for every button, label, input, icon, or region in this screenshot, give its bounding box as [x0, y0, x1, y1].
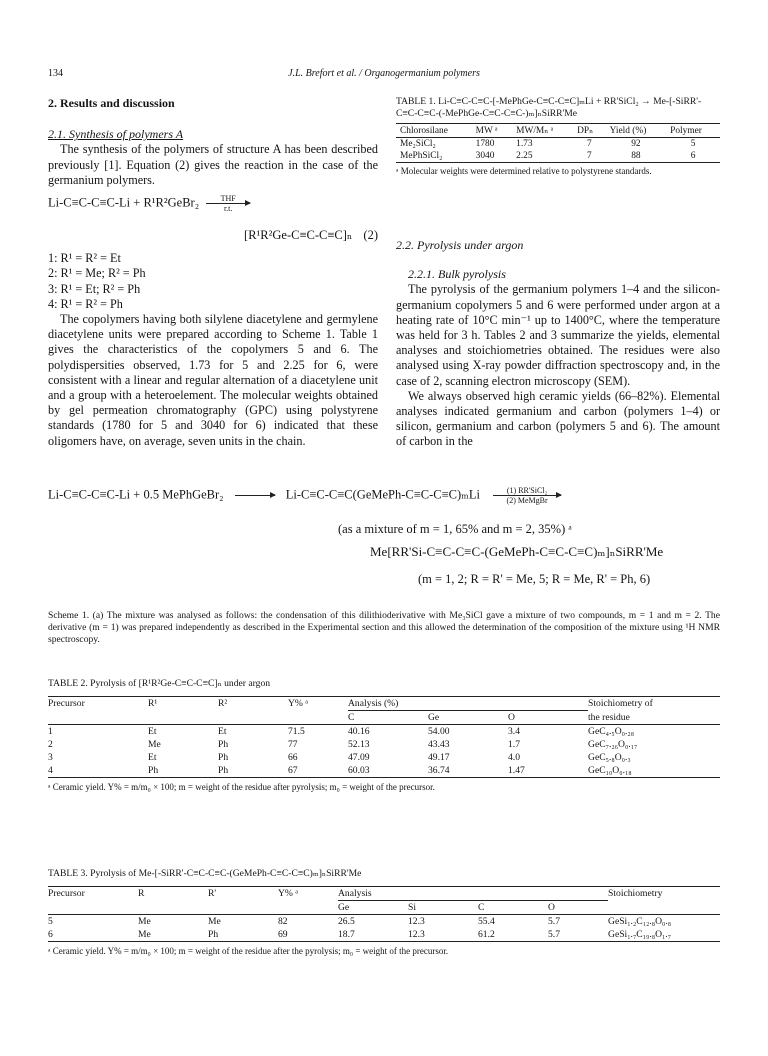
- column-header: R¹: [148, 698, 158, 710]
- paragraph: The synthesis of the polymers of structure A has been described previously [1]. Equation (2) gives the reaction in the case of the germanium polymers.: [48, 142, 378, 187]
- table-cell: 92: [631, 139, 641, 149]
- table-cell: 88: [631, 151, 641, 161]
- table-cell: 66: [288, 752, 298, 763]
- reaction-arrow-2: [493, 486, 561, 505]
- arrow-condition-top: THF: [220, 194, 236, 204]
- table-cell: 2: [48, 739, 53, 750]
- scheme-lhs: Li-C≡C-C≡C-Li + 0.5 MePhGeBr₂: [48, 487, 224, 502]
- table-cell: Et: [148, 726, 157, 737]
- column-header: C: [348, 712, 355, 723]
- subsection-title: 2.2. Pyrolysis under argon: [396, 238, 524, 252]
- table-cell: 54.00: [428, 726, 450, 737]
- table-cell: GeC₅.₈O₀.₃: [588, 752, 631, 763]
- table-cell: 36.74: [428, 765, 450, 776]
- table-cell: 61.2: [478, 929, 495, 940]
- table-cell: GeSi₁.₇C₁₉.₈O₁.₇: [608, 929, 672, 940]
- table-cell: Me: [208, 916, 221, 927]
- scheme-caption: Scheme 1. (a) The mixture was analysed as follows: the condensation of this dilithioderivative with Me₃SiCl gave a mixture of two compounds, m = 1 and m = 2. The derivative (m = 1) was prepared independently as described in the Experimental section and this allowed the determination of the composition of the mixture using ¹H NMR spectroscopy.: [48, 610, 720, 645]
- column-header: Ge: [428, 712, 440, 723]
- table-3: [48, 868, 720, 957]
- table-cell: Me: [148, 739, 161, 750]
- arrow-condition-bottom: (2) MeMgBr: [506, 496, 548, 505]
- scheme-product: Me[RR'Si-C≡C-C≡C-(GeMePh-C≡C-C≡C)ₘ]ₙSiRR'Me: [370, 544, 664, 559]
- reaction-arrow: [235, 495, 275, 496]
- column-header: Si: [408, 902, 417, 913]
- scheme-product-conditions: (m = 1, 2; R = R' = Me, 5; R = Me, R' = Ph, 6): [418, 572, 651, 586]
- table-cell: Me: [138, 916, 151, 927]
- column-header: C: [478, 902, 485, 913]
- column-header: Yield (%): [609, 125, 647, 136]
- column-header: O: [508, 712, 515, 723]
- table-cell: 71.5: [288, 726, 305, 737]
- compound-legend: [48, 251, 378, 312]
- table-cell: GeC₇.₂₆O₀.₁₇: [588, 739, 638, 750]
- table-cell: 4.0: [508, 752, 520, 763]
- equation-product: [R¹R²Ge-C≡C-C≡C]ₙ: [244, 228, 353, 243]
- table-cell: 6: [48, 929, 53, 940]
- table-row: [48, 751, 720, 764]
- column-header: MW/Mₙ ᵃ: [516, 126, 554, 136]
- column-header: the residue: [588, 711, 630, 723]
- legend-item: 4: R¹ = R² = Ph: [48, 296, 123, 311]
- table-3-grid: [48, 886, 720, 942]
- subsubsection-title: 2.2.1. Bulk pyrolysis: [408, 267, 506, 282]
- paragraph: We always observed high ceramic yields (66–82%). Elemental analyses indicated germanium and carbon (polymers 1–4) or silicon, germanium and carbon (polymers 5 and 6). The amount of carbon in the: [396, 388, 720, 449]
- column-header: Polymer: [670, 125, 702, 136]
- column-header: DPₙ: [577, 126, 594, 136]
- table-cell: 1.73: [516, 139, 533, 149]
- column-header: MW ᵃ: [475, 125, 498, 136]
- table-cell: 69: [278, 929, 288, 940]
- table-cell: Ph: [148, 765, 159, 776]
- column-header: Precursor: [48, 698, 85, 710]
- table-row: [48, 764, 720, 778]
- column-header: Y% ᵃ: [278, 888, 298, 900]
- table-cell: 43.43: [428, 739, 450, 750]
- table-cell: 40.16: [348, 726, 370, 737]
- table-cell: Me: [138, 929, 151, 940]
- table-1-grid: [396, 123, 720, 163]
- arrow-condition-bottom: r.t.: [223, 204, 233, 214]
- table-caption: TABLE 1. Li-C≡C-C≡C-[-MePhGe-C≡C-C≡C]ₘLi + RR'SiCl₂ → Me-[-SiRR'-C≡C-C≡C-(-MePhGe-C≡C-C≡C-)ₘ]ₙSiRR'Me: [396, 96, 702, 119]
- table-cell: 6: [690, 151, 696, 161]
- table-cell: 77: [288, 739, 298, 750]
- table-footnote: ᵃ Molecular weights were determined relative to polystyrene standards.: [396, 166, 652, 176]
- table-cell: 82: [278, 916, 288, 927]
- table-cell: 67: [288, 765, 298, 776]
- page-number: 134: [48, 68, 63, 79]
- table-row: [396, 138, 720, 151]
- table-cell: 2.25: [516, 151, 533, 161]
- table-cell: 1: [48, 726, 53, 737]
- legend-item: 3: R¹ = Et; R² = Ph: [48, 281, 141, 296]
- column-header: Y% ᵃ: [288, 698, 308, 710]
- column-header: Precursor: [48, 888, 85, 900]
- table-cell: 3.4: [508, 726, 520, 737]
- table-1: [396, 96, 720, 177]
- table-footnote: ᵃ Ceramic yield. Y% = m/m₀ × 100; m = weight of the residue after the pyrolysis; m₀ = weight of the precursor.: [48, 946, 449, 956]
- table-row: [48, 928, 720, 942]
- table-cell: MePhSiCl₂: [400, 151, 443, 161]
- column-header: Analysis: [338, 887, 608, 901]
- table-cell: 1.7: [508, 739, 520, 750]
- legend-item: 2: R¹ = Me; R² = Ph: [48, 266, 146, 281]
- table-cell: Ph: [208, 929, 219, 940]
- table-cell: 18.7: [338, 929, 355, 940]
- table-cell: 5: [690, 139, 696, 149]
- table-cell: 55.4: [478, 916, 495, 927]
- table-cell: 52.13: [348, 739, 370, 750]
- legend-item: 1: R¹ = R² = Et: [48, 251, 121, 266]
- paragraph: The pyrolysis of the germanium polymers 1–4 and the silicon-germanium copolymers 5 and 6 were performed under argon at a heating rate of 10°C min⁻¹ up to 1400°C, where the temperature was held for 3 h. Tables 2 and 3 summarize the yields, elemental analyses and stoichiometries obtained. The residues were also analysed using X-ray powder diffraction spectroscopy and, in the case of 2, scanning electron microscopy (SEM).: [396, 282, 720, 388]
- table-row: [48, 915, 720, 929]
- subsection-title: 2.1. Synthesis of polymers A: [48, 127, 184, 142]
- scheme-intermediate: Li-C≡C-C≡C(GeMePh-C≡C-C≡C)ₘLi: [285, 487, 480, 502]
- table-footnote: ᵃ Ceramic yield. Y% = m/m₀ × 100; m = weight of the residue after pyrolysis; m₀ = weight of the precursor.: [48, 782, 435, 792]
- equation-number: (2): [363, 228, 378, 243]
- right-column: [396, 238, 720, 450]
- equation-lhs: Li-C≡C-C≡C-Li + R¹R²GeBr₂: [48, 195, 200, 210]
- column-header: R': [208, 888, 217, 900]
- column-header: Chlorosilane: [400, 125, 448, 136]
- equation-2-reactants: [48, 194, 378, 214]
- table-cell: 60.03: [348, 765, 370, 776]
- table-cell: Me₂SiCl₂: [400, 139, 436, 149]
- table-cell: 3040: [475, 151, 495, 161]
- table-cell: 5.7: [548, 916, 560, 927]
- table-cell: Ph: [218, 752, 229, 763]
- table-cell: 26.5: [338, 916, 355, 927]
- column-header: Ge: [338, 902, 350, 913]
- table-2: [48, 678, 720, 793]
- table-cell: 49.17: [428, 752, 450, 763]
- table-cell: 7: [587, 151, 592, 161]
- table-row: [48, 738, 720, 751]
- table-cell: 5.7: [548, 929, 560, 940]
- table-cell: 1780: [475, 139, 495, 149]
- table-row: [396, 150, 720, 163]
- table-cell: 47.09: [348, 752, 370, 763]
- table-2-grid: [48, 696, 720, 778]
- reaction-arrow: [206, 194, 250, 213]
- column-header: R: [138, 888, 145, 900]
- section-title: 2. Results and discussion: [48, 96, 175, 110]
- column-header: Analysis (%): [348, 697, 588, 711]
- scheme-1-line-1: [48, 486, 720, 506]
- equation-2-product: [48, 228, 378, 243]
- table-caption: TABLE 2. Pyrolysis of [R¹R²Ge-C≡C-C≡C]ₙ under argon: [48, 678, 271, 689]
- table-cell: 1.47: [508, 765, 525, 776]
- paragraph: The copolymers having both silylene diacetylene and germylene diacetylene units were prepared according to Scheme 1. Table 1 gives the characteristics of the copolymers 5 and 6. The polydispersities observed, 1.73 for 5 and 2.25 for 6, were consistent with a linear and regular alternation of a diacetylene unit and a group with a heteroelement. The molecular weights obtained by gel permeation chromatography (GPC) using polystyrene standards (1780 for 5 and 3040 for 6) indicated that these oligomers have, on average, seven units in the chain.: [48, 312, 378, 448]
- column-header: R²: [218, 698, 228, 710]
- table-cell: 12.3: [408, 929, 425, 940]
- column-header: O: [548, 902, 555, 913]
- table-cell: 3: [48, 752, 53, 763]
- running-head: J.L. Brefort et al. / Organogermanium polymers: [288, 68, 480, 79]
- table-cell: 7: [587, 139, 592, 149]
- table-cell: GeC₄.₅O₀.₂₈: [588, 726, 635, 737]
- table-cell: Ph: [218, 765, 229, 776]
- table-cell: Et: [218, 726, 227, 737]
- table-cell: GeSi₁.₂C₁₂.₈O₀.₈: [608, 916, 672, 927]
- left-column: [48, 96, 378, 449]
- column-header: Stoichiometry: [608, 888, 663, 900]
- table-cell: Ph: [218, 739, 229, 750]
- table-cell: 12.3: [408, 916, 425, 927]
- arrow-condition-top: (1) RR'SiCl₂: [506, 486, 548, 495]
- table-caption: TABLE 3. Pyrolysis of Me-[-SiRR'-C≡C-C≡C-(GeMePh-C≡C-C≡C)ₘ]ₙSiRR'Me: [48, 868, 362, 879]
- table-cell: 4: [48, 765, 53, 776]
- table-cell: GeC₁₀O₀.₁₈: [588, 765, 632, 776]
- table-cell: Et: [148, 752, 157, 763]
- running-header: [48, 68, 720, 82]
- scheme-mixture: (as a mixture of m = 1, 65% and m = 2, 35%) ᵃ: [338, 522, 572, 536]
- table-cell: 5: [48, 916, 53, 927]
- column-header: Stoichiometry of: [588, 698, 653, 710]
- table-row: [48, 725, 720, 739]
